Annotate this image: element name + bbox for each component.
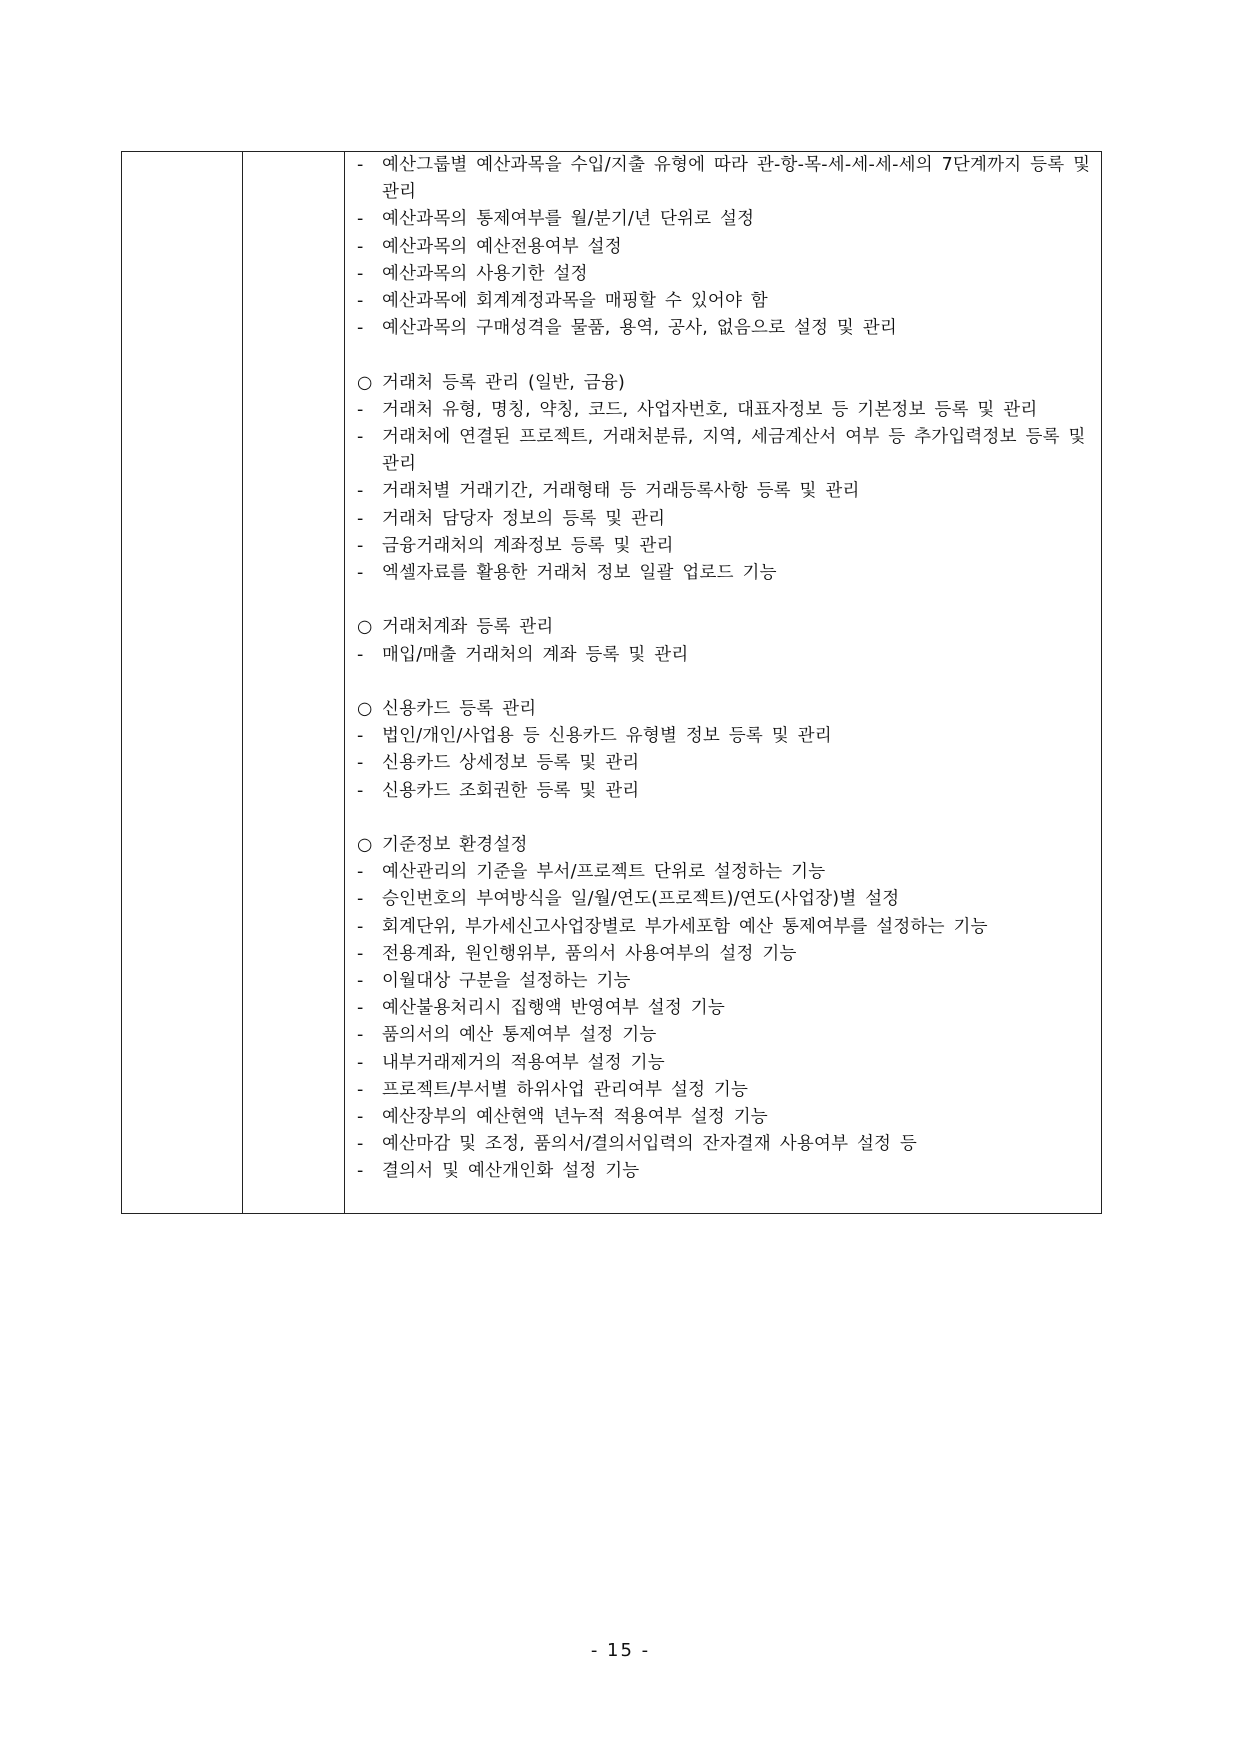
page-number: - 15 - <box>590 1640 651 1661</box>
list-item: - 엑셀자료를 활용한 거래처 정보 일괄 업로드 기능 <box>357 563 777 584</box>
circle-bullet-icon: ○ <box>357 835 373 856</box>
list-item: - 이월대상 구분을 설정하는 기능 <box>357 971 631 992</box>
list-item: - 신용카드 조회권한 등록 및 관리 <box>357 780 640 801</box>
list-item: - 법인/개인/사업용 등 신용카드 유형별 정보 등록 및 관리 <box>357 726 832 747</box>
section-heading-vendor-registration: ○ 거래처 등록 관리 (일반, 금융) <box>357 370 1098 397</box>
list-item: - 예산장부의 예산현액 년누적 적용여부 설정 기능 <box>357 1107 768 1128</box>
list-item: - 신용카드 상세정보 등록 및 관리 <box>357 753 640 774</box>
circle-bullet-icon: ○ <box>357 617 373 638</box>
list-item: - 예산그룹별 예산과목을 수입/지출 유형에 따라 관-항-목-세-세-세-세의 7단계까지 등록 및 관리 <box>357 155 1091 203</box>
circle-bullet-icon: ○ <box>357 372 373 393</box>
section-heading-credit-card: ○ 신용카드 등록 관리 <box>357 696 1098 723</box>
list-item: - 예산과목의 예산전용여부 설정 <box>357 236 622 257</box>
list-item: - 금융거래처의 계좌정보 등록 및 관리 <box>357 535 674 556</box>
list-item: - 품의서의 예산 통제여부 설정 기능 <box>357 1025 657 1046</box>
list-item: - 매입/매출 거래처의 계좌 등록 및 관리 <box>357 644 689 665</box>
list-item: - 예산과목의 통제여부를 월/분기/년 단위로 설정 <box>357 209 755 230</box>
list-item: - 거래처에 연결된 프로젝트, 거래처분류, 지역, 세금계산서 여부 등 추가입력정보 등록 및 관리 <box>357 427 1086 475</box>
list-item: - 예산관리의 기준을 부서/프로젝트 단위로 설정하는 기능 <box>357 862 826 883</box>
list-item: - 거래처별 거래기간, 거래형태 등 거래등록사항 등록 및 관리 <box>357 481 860 502</box>
section-heading-vendor-account: ○ 거래처계좌 등록 관리 <box>357 614 1098 641</box>
list-item: - 결의서 및 예산개인화 설정 기능 <box>357 1161 640 1182</box>
list-item: - 예산과목의 구매성격을 물품, 용역, 공사, 없음으로 설정 및 관리 <box>357 318 898 339</box>
circle-bullet-icon: ○ <box>357 699 373 720</box>
list-item: - 전용계좌, 원인행위부, 품의서 사용여부의 설정 기능 <box>357 943 797 964</box>
list-item: - 승인번호의 부여방식을 일/월/연도(프로젝트)/연도(사업장)별 설정 <box>357 889 900 910</box>
list-item: - 회계단위, 부가세신고사업장별로 부가세포함 예산 통제여부를 설정하는 기능 <box>357 916 988 937</box>
table-column-subcategory <box>243 152 345 1213</box>
table-column-description <box>345 152 1101 1213</box>
requirements-table <box>121 151 1102 1214</box>
list-item: - 예산과목의 사용기한 설정 <box>357 263 588 284</box>
list-item: - 프로젝트/부서별 하위사업 관리여부 설정 기능 <box>357 1079 749 1100</box>
list-item: - 거래처 담당자 정보의 등록 및 관리 <box>357 508 666 529</box>
list-item: - 거래처 유형, 명칭, 약칭, 코드, 사업자번호, 대표자정보 등 기본정보 등록 및 관리 <box>357 399 1038 420</box>
table-column-category <box>122 152 243 1213</box>
list-item: - 내부거래제거의 적용여부 설정 기능 <box>357 1052 665 1073</box>
list-item: - 예산과목에 회계계정과목을 매핑할 수 있어야 함 <box>357 291 768 312</box>
list-item: - 예산마감 및 조정, 품의서/결의서입력의 잔자결재 사용여부 설정 등 <box>357 1134 918 1155</box>
section-heading-base-settings: ○ 기준정보 환경설정 <box>357 832 1098 859</box>
list-item: - 예산불용처리시 집행액 반영여부 설정 기능 <box>357 998 725 1019</box>
